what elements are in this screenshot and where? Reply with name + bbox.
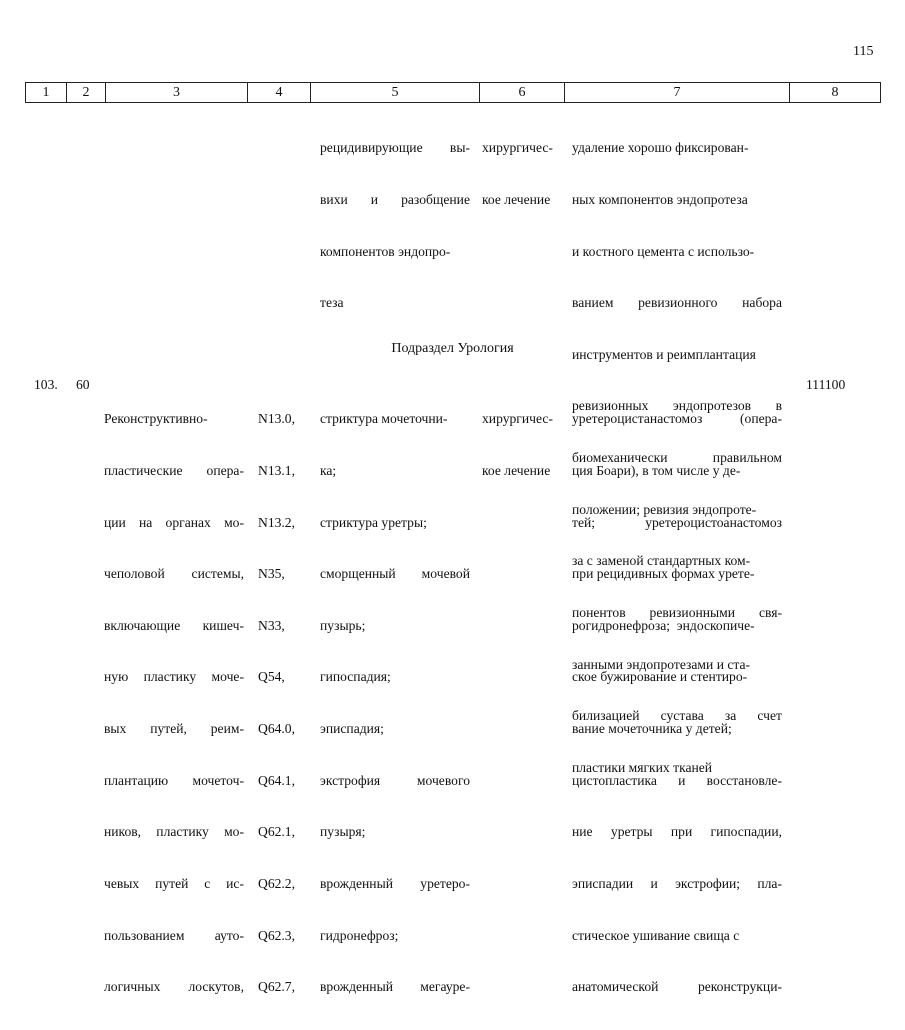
text-line: анатомической реконструкци- bbox=[572, 979, 782, 995]
text-line: хирургичес- bbox=[482, 140, 553, 156]
text-line: Q62.2, bbox=[258, 875, 296, 891]
text-line: N33, bbox=[258, 617, 285, 633]
text-line: понентов ревизионными свя- bbox=[572, 604, 782, 620]
text-line: кое лечение bbox=[482, 463, 551, 479]
text-line: пузырь; bbox=[320, 617, 366, 633]
diagnosis-cell bbox=[320, 376, 470, 1030]
text-line: ников, пластику мо- bbox=[104, 824, 244, 840]
text-line: Q54, bbox=[258, 669, 285, 685]
text-line: удаление хорошо фиксирован- bbox=[572, 140, 749, 156]
text-line: рецидивирующие вы- bbox=[320, 140, 470, 156]
text-line: логичных лоскутов, bbox=[104, 979, 244, 995]
continued-diagnosis-cell bbox=[320, 105, 470, 346]
text-line: ных компонентов эндопротеза bbox=[572, 192, 748, 208]
header-cell-4: 4 bbox=[247, 82, 311, 103]
text-line: пластические опера- bbox=[104, 463, 244, 479]
text-line: Реконструктивно- bbox=[104, 411, 208, 427]
text-line: эписпадия; bbox=[320, 721, 384, 737]
text-line: тей; уретероцистоанастомоз bbox=[572, 514, 782, 530]
text-line: цистопластика и восстановле- bbox=[572, 772, 782, 788]
text-line: гидронефроз; bbox=[320, 927, 399, 943]
text-line: Q64.0, bbox=[258, 721, 296, 737]
text-line: N13.0, bbox=[258, 411, 296, 427]
header-cell-8: 8 bbox=[789, 82, 881, 103]
header-cell-1: 1 bbox=[25, 82, 67, 103]
row-number: 103. bbox=[34, 377, 58, 392]
text-line: положении; ревизия эндопроте- bbox=[572, 501, 757, 517]
treatment-type-cell bbox=[482, 376, 562, 514]
page-number: 115 bbox=[853, 44, 874, 59]
text-line: ванием ревизионного набора bbox=[572, 295, 782, 311]
intervention-name-cell bbox=[104, 376, 244, 1030]
header-cell-7: 7 bbox=[564, 82, 790, 103]
text-line: чевых путей с ис- bbox=[104, 875, 244, 891]
text-line: ции на органах мо- bbox=[104, 514, 244, 530]
text-line: стриктура мочеточни- bbox=[320, 411, 448, 427]
text-line: N13.1, bbox=[258, 463, 296, 479]
text-line: биомеханически правильном bbox=[572, 450, 782, 466]
text-line: врожденный мегауре- bbox=[320, 979, 470, 995]
text-line: рогидронефроза; эндоскопиче- bbox=[572, 617, 755, 633]
text-line: Q62.1, bbox=[258, 824, 296, 840]
text-line: компонентов эндопро- bbox=[320, 243, 451, 259]
text-line: ское бужирование и стентиро- bbox=[572, 669, 748, 685]
header-cell-3: 3 bbox=[105, 82, 248, 103]
text-line: пузыря; bbox=[320, 824, 366, 840]
text-line: гипоспадия; bbox=[320, 669, 391, 685]
text-line: пользованием ауто- bbox=[104, 927, 244, 943]
header-cell-6: 6 bbox=[479, 82, 565, 103]
text-line: вых путей, реим- bbox=[104, 721, 244, 737]
continued-treatment-type-cell bbox=[482, 105, 562, 243]
text-line: N13.2, bbox=[258, 514, 296, 530]
text-line: ция Боари), в том числе у де- bbox=[572, 463, 741, 479]
text-line: ка; bbox=[320, 463, 337, 479]
text-line: плантацию мочеточ- bbox=[104, 772, 244, 788]
header-cell-2: 2 bbox=[66, 82, 106, 103]
text-line: эписпадии и экстрофии; пла- bbox=[572, 875, 782, 891]
text-line: теза bbox=[320, 295, 344, 311]
text-line: ревизионных эндопротезов в bbox=[572, 398, 782, 414]
text-line: и костного цемента с использо- bbox=[572, 243, 755, 259]
text-line: Q62.3, bbox=[258, 927, 296, 943]
text-line: врожденный уретеро- bbox=[320, 875, 470, 891]
text-line: N35, bbox=[258, 566, 285, 582]
group-number: 60 bbox=[76, 377, 90, 392]
text-line: пластики мягких тканей bbox=[572, 759, 713, 775]
text-line: Q62.7, bbox=[258, 979, 296, 995]
text-line: инструментов и реимплантация bbox=[572, 346, 756, 362]
text-line: экстрофия мочевого bbox=[320, 772, 470, 788]
text-line: кое лечение bbox=[482, 192, 551, 208]
text-line: стическое ушивание свища с bbox=[572, 927, 740, 943]
header-cell-5: 5 bbox=[310, 82, 480, 103]
text-line: занными эндопротезами и ста- bbox=[572, 656, 751, 672]
method-cell bbox=[572, 376, 782, 1030]
text-line: Q64.1, bbox=[258, 772, 296, 788]
text-line: вание мочеточника у детей; bbox=[572, 721, 732, 737]
icd-codes-cell bbox=[258, 376, 306, 1030]
text-line: за с заменой стандартных ком- bbox=[572, 553, 751, 569]
text-line: включающие кишеч- bbox=[104, 617, 244, 633]
text-line: уретероцистанастомоз (опера- bbox=[572, 411, 782, 427]
text-line: вихи и разобщение bbox=[320, 192, 470, 208]
text-line: стриктура уретры; bbox=[320, 514, 427, 530]
cost-cell: 111100 bbox=[806, 377, 846, 392]
text-line: сморщенный мочевой bbox=[320, 566, 470, 582]
text-line: ную пластику моче- bbox=[104, 669, 244, 685]
subsection-title: Подраздел Урология bbox=[391, 341, 514, 356]
text-line: ние уретры при гипоспадии, bbox=[572, 824, 782, 840]
text-line: билизацией сустава за счет bbox=[572, 708, 782, 724]
text-line: чеполовой системы, bbox=[104, 566, 244, 582]
text-line: при рецидивных формах урете- bbox=[572, 566, 755, 582]
text-line: хирургичес- bbox=[482, 411, 553, 427]
